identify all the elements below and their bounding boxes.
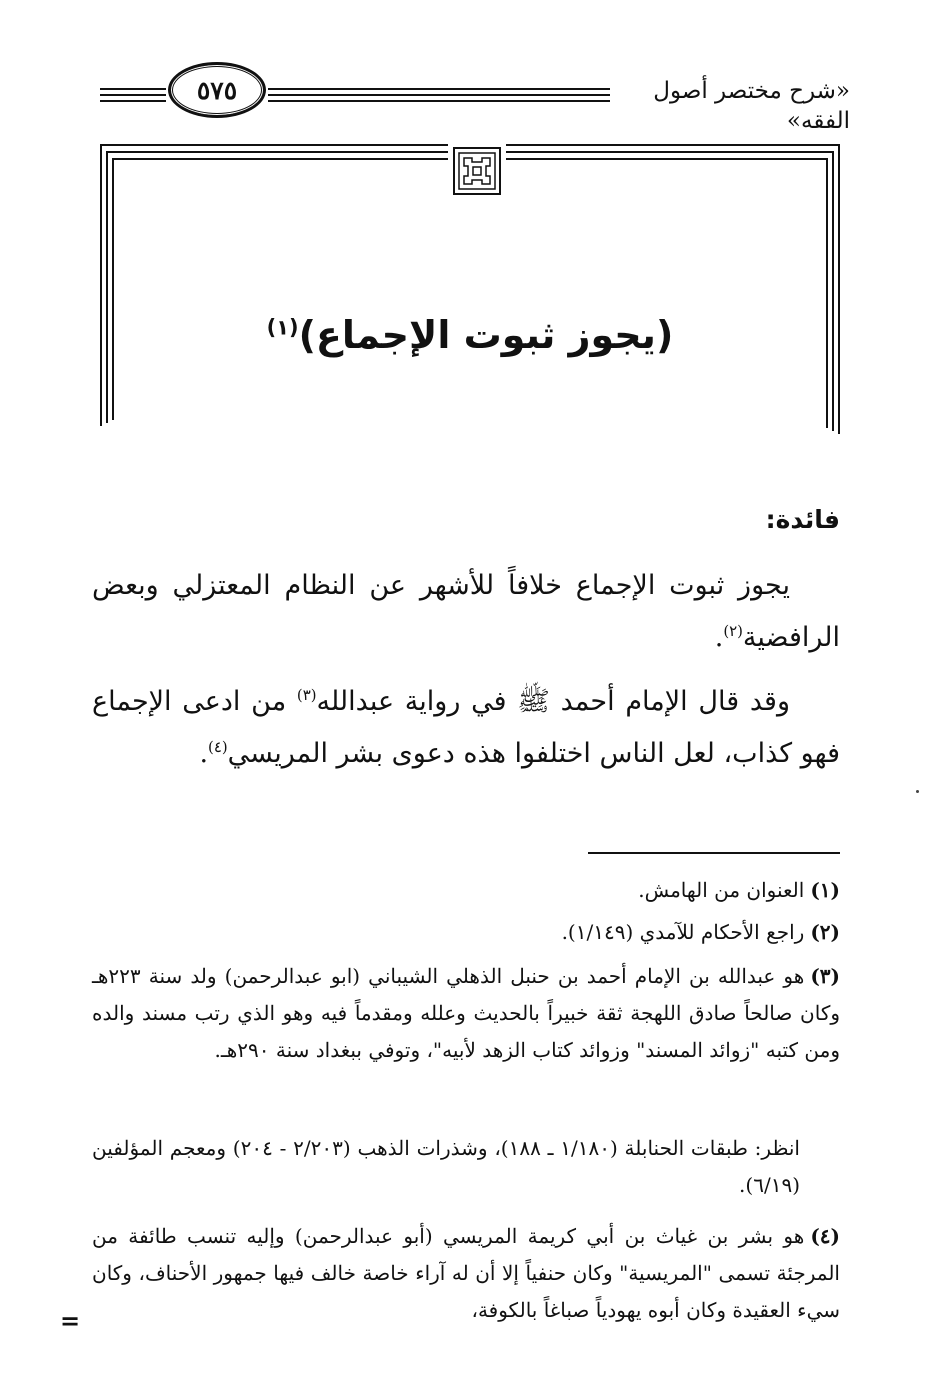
footnote-text: العنوان من الهامش.: [638, 878, 805, 902]
footnote-number: (٢): [810, 920, 840, 944]
header-rule: [268, 88, 610, 90]
paragraph-end: .: [199, 738, 209, 769]
footnote-separator: [588, 852, 840, 854]
page-number-oval: [168, 62, 266, 118]
chapter-title: [130, 305, 810, 365]
footnote: [92, 1218, 840, 1329]
footnote-ref: (٤): [208, 738, 228, 756]
running-header-title: «شرح مختصر أصول الفقه»: [653, 78, 850, 134]
header-rule: [100, 100, 166, 102]
paragraph-end: .: [714, 622, 724, 653]
footnote-text: هو بشر بن غياث بن أبي كريمة المريسي (أبو عبدالرحمن) وإليه تنسب طائفة من المرجئة تسمى "المريسية" وكان حنفياً إلا أن له آراء خاصة خالف فيها جمهور الأحناف، وكان سيء العقيدة وكان أبوه يهودياً صباغاً بالكوفة،: [92, 1224, 840, 1322]
header-rule: [100, 94, 166, 96]
footnote-number: (١): [810, 878, 840, 902]
chapter-title-text: (يجوز ثبوت الإجماع): [298, 313, 674, 357]
header-rule: [100, 88, 166, 90]
footnote: [92, 914, 840, 951]
body-paragraph: [92, 560, 840, 664]
footnote-number: (٤): [810, 1224, 840, 1248]
footnote-text: راجع الأحكام للآمدي (١/١٤٩).: [561, 920, 805, 944]
header-rule: [268, 94, 610, 96]
footnote-ref: (٢): [723, 622, 743, 640]
footnote-text: هو عبدالله بن الإمام أحمد بن حنبل الذهلي الشيباني (ابو عبدالرحمن) ولد سنة ٢٢٣هـ وكان صالحاً صادق اللهجة ثقة خبيراً بالحديث وعلله ومقدماً فيه وهو الذي رتب مسند والده ومن كتبه "زوائد المسند" وزوائد كتاب الزهد لأبيه"، وتوفي ببغداد سنة ٢٩٠هـ.: [92, 964, 840, 1062]
ornament-icon: [452, 146, 502, 196]
page-number: ٥٧٥: [196, 75, 238, 105]
paragraph-text: يجوز ثبوت الإجماع خلافاً للأشهر عن النظام المعتزلي وبعض الرافضية: [92, 570, 840, 653]
section-label: فائدة:: [765, 505, 840, 534]
continuation-mark: =: [60, 1306, 81, 1335]
paragraph-text: وقد قال الإمام أحمد ﷺ في رواية عبدالله: [316, 686, 790, 717]
body-paragraph: [92, 676, 840, 780]
footnote-reference: انظر: طبقات الحنابلة (١/١٨٠ ـ ١٨٨)، وشذرات الذهب (٢/٢٠٣ - ٢٠٤) ومعجم المؤلفين (٦/١٩).: [92, 1136, 800, 1197]
footnote: [92, 958, 840, 1069]
paragraph-text: من ادعى الإجماع فهو كذاب، لعل الناس اختلفوا هذه دعوى بشر المريسي: [92, 686, 840, 769]
footnote: [92, 872, 840, 909]
footnote-number: (٣): [810, 964, 840, 988]
footnote-ref: (٣): [296, 686, 317, 704]
footnote-ref: (١): [266, 315, 299, 340]
margin-mark: [916, 790, 919, 793]
header-rule: [268, 100, 610, 102]
